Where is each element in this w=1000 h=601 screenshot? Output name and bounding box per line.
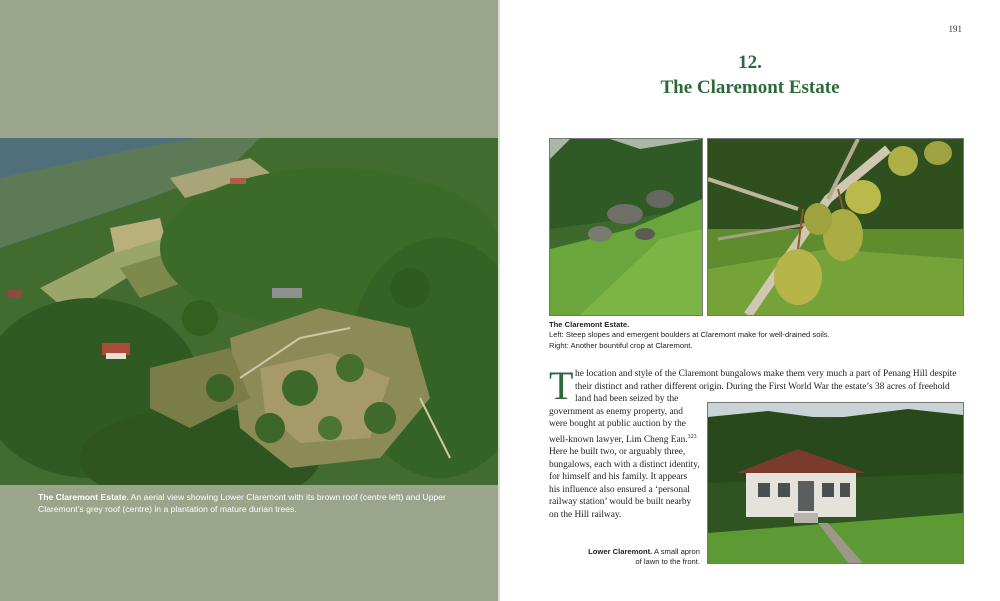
- aerial-caption-title: The Claremont Estate.: [38, 492, 129, 502]
- chapter-number: 12.: [738, 52, 762, 73]
- right-page: [500, 0, 1000, 601]
- body-line: railway station’ would be built nearby: [549, 497, 692, 508]
- body-line: their distinct and rather different origin. During the First World War the estate’s 38 acres of freehold: [575, 381, 950, 392]
- left-page: [0, 0, 498, 601]
- durian-crop-photo: [707, 138, 964, 316]
- body-line: his influence also ensured a ‘personal: [549, 484, 690, 495]
- body-line: land had been seized by the: [575, 394, 679, 404]
- chapter-title: The Claremont Estate: [660, 77, 840, 98]
- footnote-ref: 323: [687, 433, 697, 440]
- body-line: for himself and his family. It appears: [549, 472, 688, 483]
- body-line: on the Hill railway.: [549, 509, 622, 520]
- dropcap-letter: T: [549, 363, 574, 408]
- body-line: he location and style of the Claremont bungalows make them very much a part of Penang Hill despite: [575, 369, 957, 379]
- top-caption-left: Left: Steep slopes and emergent boulders at Claremont make for well-drained soils.: [549, 330, 830, 340]
- bungalow-caption-text2: of lawn to the front.: [635, 557, 700, 567]
- bungalow-caption-text1: A small apron: [652, 547, 700, 556]
- lower-claremont-photo: [707, 402, 964, 564]
- aerial-photo-caption: [38, 491, 468, 515]
- steep-slopes-photo: [549, 138, 703, 316]
- top-caption-title: The Claremont Estate.: [549, 320, 630, 329]
- aerial-caption-text: An aerial view showing Lower Claremont with its brown roof (centre left) and Upper Claremont’s grey roof (centre) in a plantation of mature durian trees.: [38, 492, 446, 514]
- top-photos-caption: [549, 320, 969, 351]
- bungalow-caption-title: Lower Claremont.: [588, 547, 653, 556]
- page-number: 191: [948, 24, 962, 34]
- body-line-text: well-known lawyer, Lim Cheng Ean.: [549, 434, 688, 445]
- body-line: bungalows, each with a distinct identity,: [549, 459, 700, 470]
- aerial-estate-photo: [0, 138, 498, 485]
- body-line: Here he built two, or arguably three,: [549, 447, 686, 458]
- top-caption-right: Right: Another bountiful crop at Claremont.: [549, 340, 693, 350]
- body-line: were bought at public auction by the: [549, 419, 686, 429]
- body-line: government as enemy property, and: [549, 406, 683, 417]
- bungalow-caption: [560, 547, 700, 568]
